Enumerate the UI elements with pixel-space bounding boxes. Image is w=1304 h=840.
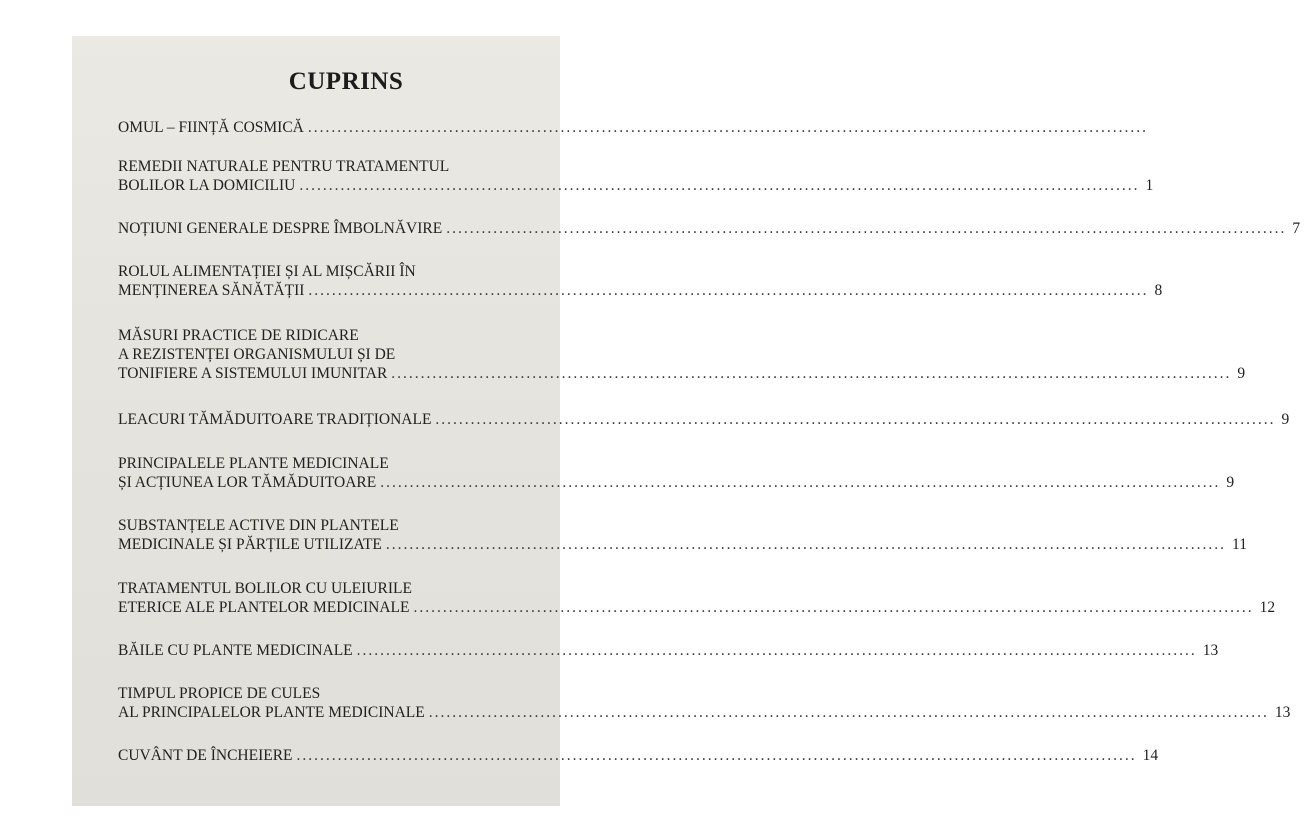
toc-dot-leader — [357, 641, 1197, 660]
toc-entry-title: A REZISTENȚEI ORGANISMULUI ȘI DE — [118, 346, 396, 363]
toc-dot-leader — [391, 364, 1231, 383]
toc-dot-leader — [308, 118, 1148, 137]
toc-dot-leader — [446, 219, 1286, 238]
toc-entry-title: ȘI ACȚIUNEA LOR TĂMĂDUITOARE — [118, 474, 377, 491]
toc-entry-title: CUVÂNT DE ÎNCHEIERE — [118, 747, 293, 764]
toc-dot-leader — [297, 746, 1137, 765]
toc-entry-title: SUBSTANȚELE ACTIVE DIN PLANTELE — [118, 517, 399, 534]
toc-page-number: 13 — [1202, 642, 1219, 659]
toc-entry — [118, 454, 1235, 492]
toc-page-number: 9 — [1226, 474, 1235, 491]
toc-entry-title: ROLUL ALIMENTAȚIEI ȘI AL MIȘCĂRII ÎN — [118, 263, 416, 280]
toc-entry-title: MEDICINALE ȘI PĂRȚILE UTILIZATE — [118, 536, 382, 553]
toc-entry — [118, 579, 1276, 617]
toc-entry — [118, 516, 1247, 554]
toc-entry-title: LEACURI TĂMĂDUITOARE TRADIȚIONALE — [118, 411, 432, 428]
toc-dot-leader — [308, 281, 1148, 300]
book-page — [72, 36, 1301, 806]
toc-entry-title: MĂSURI PRACTICE DE RIDICARE — [118, 327, 359, 344]
toc-entry-title: ETERICE ALE PLANTELOR MEDICINALE — [118, 599, 410, 616]
toc-entry-title: TIMPUL PROPICE DE CULES — [118, 685, 321, 702]
toc-entry — [118, 219, 1301, 238]
toc-dot-leader — [380, 473, 1220, 492]
toc-page-number: 13 — [1274, 704, 1291, 721]
toc-entry-title: PRINCIPALELE PLANTE MEDICINALE — [118, 455, 389, 472]
toc-page-number: 9 — [1281, 411, 1290, 428]
toc-dot-leader — [435, 410, 1275, 429]
toc-page-number: 14 — [1142, 747, 1159, 764]
toc-entry — [118, 410, 1290, 429]
toc-entry — [118, 118, 578, 137]
toc-page-number: 12 — [1259, 599, 1276, 616]
toc-entry-title: OMUL – FIINȚĂ COSMICĂ — [118, 119, 304, 136]
toc-entry — [118, 157, 1154, 195]
toc-entry — [118, 684, 1291, 722]
toc-entry-title: AL PRINCIPALELOR PLANTE MEDICINALE — [118, 704, 425, 721]
toc-entry-title: TONIFIERE A SISTEMULUI IMUNITAR — [118, 365, 388, 382]
toc-page-number: 9 — [1237, 365, 1246, 382]
toc-entry-title: TRATAMENTUL BOLILOR CU ULEIURILE — [118, 580, 412, 597]
toc-dot-leader — [413, 598, 1253, 617]
toc-entry-title: BĂILE CU PLANTE MEDICINALE — [118, 642, 353, 659]
toc-entry-title: REMEDII NATURALE PENTRU TRATAMENTUL — [118, 158, 450, 175]
toc-entry-title: MENȚINEREA SĂNĂTĂȚII — [118, 282, 305, 299]
toc-entry — [118, 326, 1246, 383]
toc-dot-leader — [299, 176, 1139, 195]
toc-page-number: 7 — [1292, 220, 1301, 237]
toc-page-number: 11 — [1232, 536, 1247, 553]
toc-entry — [118, 262, 1163, 300]
toc-entry — [118, 746, 1159, 765]
toc-entry-title: NOȚIUNI GENERALE DESPRE ÎMBOLNĂVIRE — [118, 220, 443, 237]
toc-entry-title: BOLILOR LA DOMICILIU — [118, 177, 296, 194]
toc-entry — [118, 641, 1219, 660]
page-title: CUPRINS — [288, 68, 404, 95]
toc-dot-leader — [386, 535, 1226, 554]
toc-dot-leader — [429, 703, 1269, 722]
toc-page-number: 1 — [1145, 177, 1154, 194]
toc-page-number: 8 — [1154, 282, 1163, 299]
